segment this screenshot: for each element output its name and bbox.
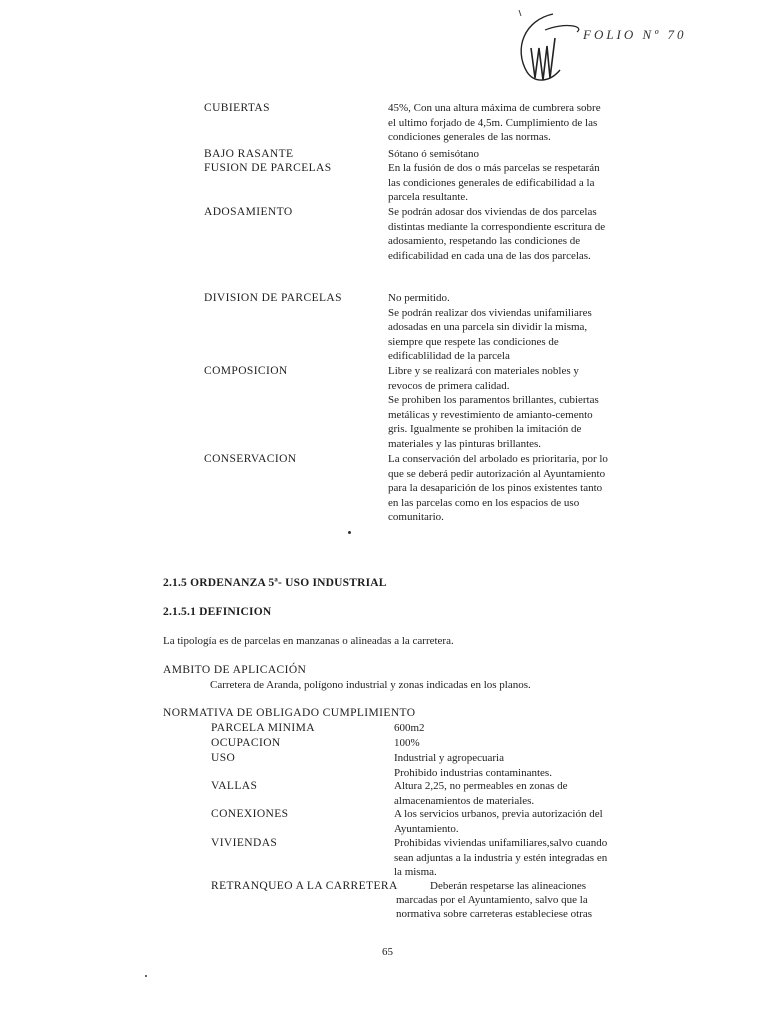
row-value-line: En la fusión de dos o más parcelas se respetarán (388, 162, 600, 174)
row-value (388, 101, 601, 145)
row-value-line: revocos de primera calidad. (388, 379, 510, 392)
stray-mark (145, 975, 147, 977)
normativa-value-line: Ayuntamiento. (394, 822, 459, 835)
row-value-line: 45%, Con una altura máxima de cumbrera sobre (388, 102, 601, 114)
row-value-line: condiciones generales de las normas. (388, 131, 551, 144)
normativa-value (394, 836, 607, 880)
normativa-label: NORMATIVA DE OBLIGADO CUMPLIMIENTO (163, 707, 416, 719)
folio-number: FOLIO Nº 70 (583, 27, 687, 42)
normativa-value-line: Industrial y agropecuaria (394, 752, 504, 764)
normativa-value-line: almacenamientos de materiales. (394, 794, 535, 807)
normativa-label-item: OCUPACION (211, 737, 281, 749)
signature-stamp (505, 8, 615, 88)
row-value-line: para la desaparición de los pinos existentes tanto (388, 482, 603, 495)
normativa-label-item: CONEXIONES (211, 808, 289, 820)
row-value (388, 161, 600, 205)
row-label: FUSION DE PARCELAS (204, 162, 332, 174)
normativa-value-line: sean adjuntas a la industria y estén integradas en (394, 851, 608, 864)
row-value (388, 452, 608, 525)
row-value (388, 364, 599, 452)
row-value-line: adosamiento, respetando las condiciones de (388, 235, 581, 248)
row-value-line: Sótano ó semisótano (388, 148, 480, 160)
row-value-line: edificabilidad en cada una de las dos parcelas. (388, 249, 591, 262)
retranqueo-label: RETRANQUEO A LA CARRETERA (211, 880, 398, 892)
normativa-value (394, 779, 568, 808)
normativa-label-item: VALLAS (211, 780, 258, 792)
normativa-label-item: PARCELA MINIMA (211, 722, 315, 734)
retranqueo-line-2: marcadas por el Ayuntamiento, salvo que la (396, 894, 588, 906)
retranqueo-line-1: Deberán respetarse las alineaciones (430, 880, 587, 892)
row-value-line: que se deberá pedir autorización al Ayuntamiento (388, 467, 606, 480)
stray-mark (348, 531, 351, 534)
normativa-value (394, 807, 603, 836)
normativa-label-item: USO (211, 752, 236, 764)
normativa-value-line: A los servicios urbanos, previa autorización del (394, 808, 603, 820)
normativa-value-line: la misma. (394, 866, 437, 879)
row-value-line: Se podrán realizar dos viviendas unifamiliares (388, 306, 592, 319)
normativa-value-line: Prohibidas viviendas unifamiliares,salvo cuando (394, 837, 608, 849)
normativa-value-line: 100% (394, 737, 420, 749)
row-value-line: Se podrán adosar dos viviendas de dos parcelas (388, 206, 597, 218)
row-value-line: en las parcelas como en los espacios de uso (388, 496, 580, 509)
row-value-line: adosadas en una parcela sin dividir la misma, (388, 321, 588, 334)
row-value-line: el ultimo forjado de 4,5m. Cumplimiento de las (388, 116, 598, 129)
row-label: BAJO RASANTE (204, 148, 294, 160)
row-label: COMPOSICION (204, 365, 288, 377)
row-value-line: gris. Igualmente se prohiben la imitación de (388, 423, 582, 436)
row-value-line: edificablilidad de la parcela (388, 350, 510, 363)
normativa-value-line: 600m2 (394, 722, 425, 734)
ambito-label: AMBITO DE APLICACIÓN (163, 664, 307, 676)
row-label: CONSERVACION (204, 453, 297, 465)
row-value-line: comunitario. (388, 511, 444, 524)
normativa-value-line: Altura 2,25, no permeables en zonas de (394, 780, 568, 792)
normativa-value (394, 751, 552, 780)
row-value-line: No permitido. (388, 292, 450, 304)
page-number: 65 (382, 946, 393, 958)
normativa-value (394, 721, 425, 736)
normativa-label-item: VIVIENDAS (211, 837, 278, 849)
section-heading: 2.1.5 ORDENANZA 5ª- USO INDUSTRIAL (163, 577, 387, 589)
row-value (388, 291, 592, 364)
row-value-line: Libre y se realizará con materiales nobles y (388, 365, 579, 377)
row-value-line: distintas mediante la correspondiente escritura de (388, 220, 606, 233)
row-value (388, 205, 605, 263)
definition-text: La tipología es de parcelas en manzanas o alineadas a la carretera. (163, 635, 454, 647)
subsection-heading: 2.1.5.1 DEFINICION (163, 606, 272, 618)
normativa-value (394, 736, 420, 751)
row-value-line: siempre que respete las condiciones de (388, 335, 559, 348)
row-value-line: metálicas y revestimiento de amianto-cemento (388, 408, 593, 421)
row-value-line: Se prohiben los paramentos brillantes, cubiertas (388, 394, 599, 407)
row-label: CUBIERTAS (204, 102, 270, 114)
row-value-line: las condiciones generales de edificabilidad a la (388, 176, 595, 189)
ambito-text: Carretera de Aranda, polígono industrial y zonas indicadas en los planos. (210, 679, 531, 691)
row-label: DIVISION DE PARCELAS (204, 292, 342, 304)
row-value-line: parcela resultante. (388, 191, 469, 204)
normativa-value-line: Prohibido industrias contaminantes. (394, 766, 552, 779)
row-value-line: materiales y las pinturas brillantes. (388, 437, 542, 450)
row-label: ADOSAMIENTO (204, 206, 293, 218)
retranqueo-line-3: normativa sobre carreteras estableciese otras (396, 908, 593, 920)
row-value (388, 147, 479, 162)
row-value-line: La conservación del arbolado es prioritaria, por lo (388, 453, 608, 465)
